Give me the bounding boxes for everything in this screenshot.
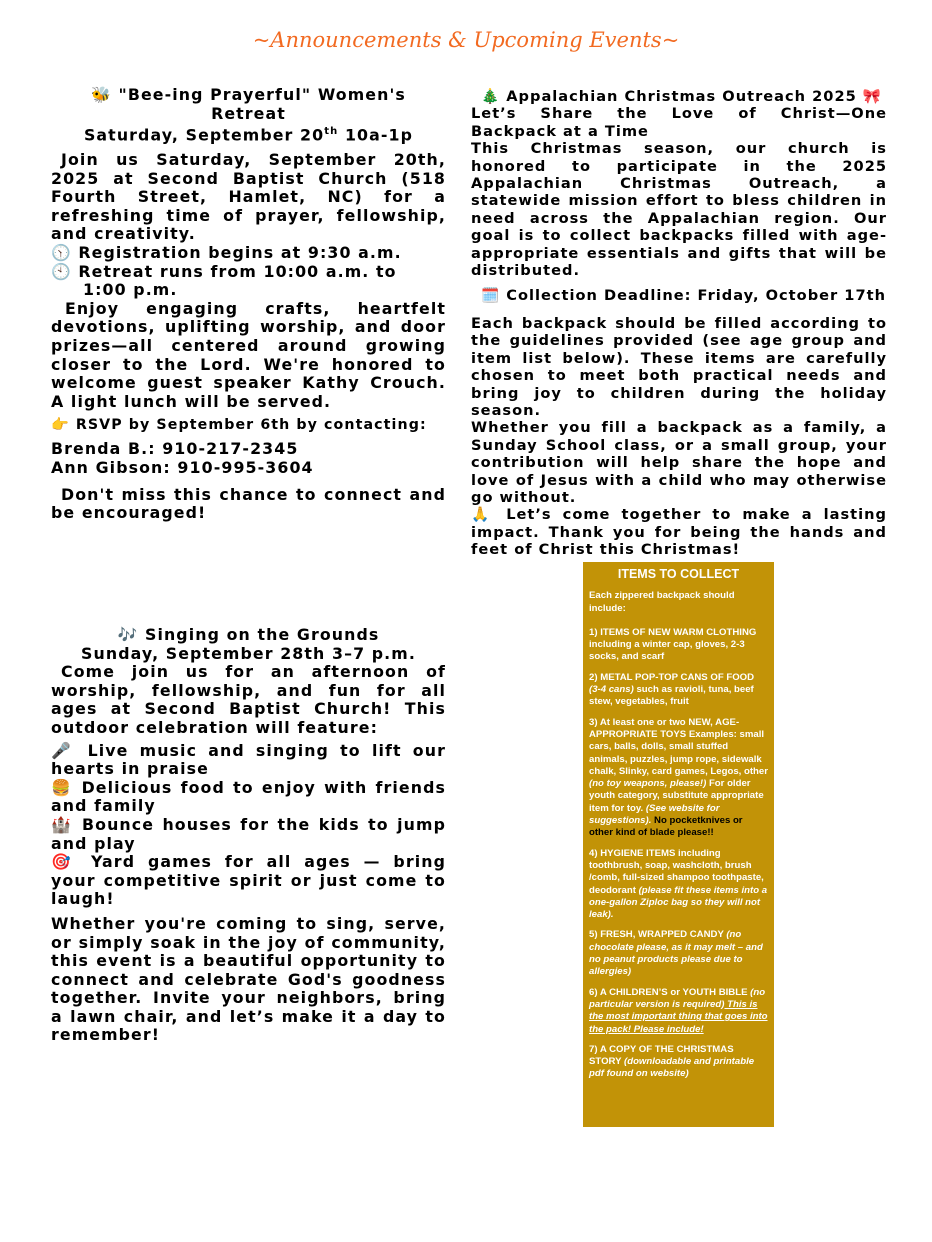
retreat-rsvp: 👉 RSVP by September 6th by contacting: xyxy=(51,417,427,434)
calendar-icon: 🗓️ xyxy=(481,287,501,305)
outreach-para-1: Each backpack should be filled according to the guidelines provided (see age group and item list below). These items are carefully chosen to meet both practical needs and bring joy to children during the holiday season. xyxy=(471,314,887,419)
clock-icon: 🕙 xyxy=(51,261,72,281)
bounce-house-icon: 🏰 xyxy=(51,814,74,834)
list-item: 🎤 Live music and singing to lift our hearts in praise xyxy=(51,740,446,779)
singing-intro: Come join us for an afternoon of worship, fellowship, and fun for all ages at Second Baptist Church! This outdoor celebration will feature: xyxy=(51,662,446,737)
list-item: 🍔 Delicious food to enjoy with friends and family xyxy=(51,777,446,816)
items-box-title: ITEMS TO COLLECT xyxy=(617,567,740,581)
microphone-icon: 🎤 xyxy=(51,740,77,760)
retreat-registration: 🕥 Registration begins at 9:30 a.m. xyxy=(51,243,402,263)
outreach-para-3: 🙏 Let’s come together to make a lasting impact. Thank you for being the hands and feet of Christ this Christmas! xyxy=(471,506,887,559)
outreach-subheading: Let’s Share the Love of Christ—One Backpack at a Time xyxy=(471,105,887,140)
list-item: 4) HYGIENE ITEMS including toothbrush, soap, washcloth, brush /comb, full-sized shampoo toothpaste, deodorant (please fit these items into a one-gallon Ziploc bag so they will not leak). xyxy=(589,847,768,921)
music-notes-icon: 🎶 xyxy=(117,625,139,644)
pointing-hand-icon: 👉 xyxy=(51,417,70,434)
christmas-tree-icon: 🎄 xyxy=(481,88,501,105)
singing-section xyxy=(51,626,446,1045)
page-title: ~Announcements & Upcoming Events~ xyxy=(252,28,680,52)
list-item: 6) A CHILDREN’S or YOUTH BIBLE (no particular version is required) This is the most important thing that goes into the pack! Please include! xyxy=(589,986,768,1035)
items-box-intro: Each zippered backpack should include: xyxy=(589,590,735,614)
singing-feature-list xyxy=(51,742,446,909)
retreat-description: Enjoy engaging crafts, heartfelt devotions, uplifting worship, and door prizes—all centered around growing closer to the Lord. We're honored to welcome guest speaker Kathy Crouch. A light lunch will be served. xyxy=(51,298,446,411)
list-item: 3) At least one or two NEW, AGE-APPROPRIATE TOYS Examples: small cars, balls, dolls, small stuffed animals, puzzles, jump rope, sidewalk chalk, Slinky, card games, Legos, other (no toy weapons, please!) For older youth category, substitute appropriate item for toy. (See website for suggestions). No pocketknives or other kind of blade please!! xyxy=(589,716,768,839)
bee-icon: 🐝 xyxy=(91,85,112,104)
list-item: 🎯 Yard games for all ages — bring your competitive spirit or just come to laugh! xyxy=(51,852,446,909)
retreat-runs: 🕙 Retreat runs from 10:00 a.m. to 1:00 p.m. xyxy=(51,261,397,300)
retreat-contact-1: Brenda B.: 910-217-2345 xyxy=(51,439,299,459)
burger-icon: 🍔 xyxy=(51,777,74,797)
retreat-intro: Join us Saturday, September 20th, 2025 at Second Baptist Church (518 Fourth Street, Hamlet, NC) for a refreshing time of prayer, fellowship, and creativity. xyxy=(51,150,446,244)
praying-hands-icon: 🙏 xyxy=(471,506,496,524)
retreat-section xyxy=(51,86,446,523)
outreach-para-2: Whether you fill a backpack as a family, a Sunday School class, or a small group, your contribution will help share the hope and love of Jesus with a child who may otherwise go without. xyxy=(471,419,887,506)
outreach-intro: This Christmas season, our church is honored to participate in the 2025 Appalachian Christmas Outreach, a statewide mission effort to bless children in need across the Appalachian region. Our goal is to collect backpacks filled with age-appropriate essentials and gifts that will be distributed. xyxy=(471,140,887,280)
target-icon: 🎯 xyxy=(51,852,79,872)
singing-date: Sunday, September 28th 3–7 p.m. xyxy=(81,643,416,663)
retreat-closing: Don't miss this chance to connect and be encouraged! xyxy=(51,484,446,523)
list-item: 7) A COPY OF THE CHRISTMAS STORY (downloadable and printable pdf found on website) xyxy=(589,1043,755,1080)
outreach-deadline: 🗓️ Collection Deadline: Friday, October 17th xyxy=(481,287,886,305)
list-item: 1) ITEMS OF NEW WARM CLOTHING including a winter cap, gloves, 2-3 socks, and scarf xyxy=(589,626,757,663)
items-to-collect-box xyxy=(583,562,774,1127)
retreat-contact-2: Ann Gibson: 910-995-3604 xyxy=(51,457,314,477)
outreach-section xyxy=(471,88,887,559)
clock-icon: 🕥 xyxy=(51,243,72,263)
retreat-date: Saturday, September 20th 10a-1p xyxy=(83,125,414,145)
list-item: 🏰 Bounce houses for the kids to jump and play xyxy=(51,814,446,853)
singing-heading: 🎶 Singing on the Grounds xyxy=(117,625,380,644)
bow-icon: 🎀 xyxy=(862,88,883,105)
singing-closing: Whether you're coming to sing, serve, or simply soak in the joy of community, this event is a beautiful opportunity to connect and celebrate God's goodness together. Invite your neighbors, bring a lawn chair, and let’s make it a day to remember! xyxy=(51,913,446,1045)
outreach-heading: 🎄 Appalachian Christmas Outreach 2025 🎀 xyxy=(481,88,883,105)
list-item: 5) FRESH, WRAPPED CANDY (no chocolate please, as it may melt – and no peanut products please due to allergies) xyxy=(589,929,763,978)
retreat-heading: 🐝 "Bee-ing Prayerful" Women's Retreat xyxy=(91,85,406,123)
list-item: 2) METAL POP-TOP CANS OF FOOD (3-4 cans) such as ravioli, tuna, beef stew, vegetables, fruit xyxy=(589,671,755,708)
